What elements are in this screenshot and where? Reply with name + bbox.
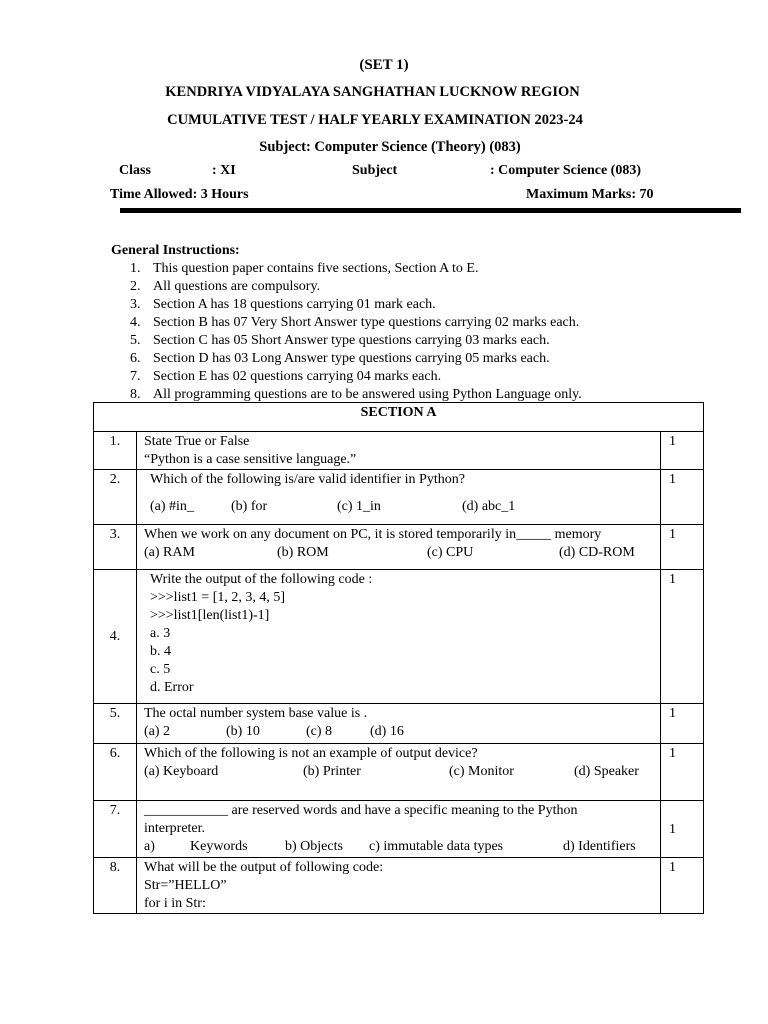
instruction-number: 7.	[130, 369, 141, 384]
instruction-text: All programming questions are to be answered using Python Language only.	[153, 387, 582, 402]
option: (d) CD-ROM	[559, 545, 635, 560]
question-text	[137, 704, 661, 744]
section-header-row	[94, 403, 704, 432]
question-line: interpreter.	[144, 821, 206, 836]
question-row	[94, 570, 704, 704]
question-row	[94, 470, 704, 525]
question-line: “Python is a case sensitive language.”	[144, 452, 357, 467]
question-row	[94, 525, 704, 570]
option: (b) for	[231, 499, 268, 514]
instruction-item	[130, 350, 582, 368]
option: (c) 8	[306, 724, 333, 739]
question-text	[137, 801, 661, 858]
instruction-number: 3.	[130, 297, 141, 312]
question-number: 5.	[94, 704, 137, 744]
header-divider	[120, 208, 741, 213]
class-value: : XI	[212, 163, 236, 178]
option: d) Identifiers	[563, 839, 636, 854]
option: (d) 16	[370, 724, 404, 739]
question-row	[94, 744, 704, 801]
set-label: (SET 1)	[359, 57, 409, 73]
question-line: The octal number system base value is .	[144, 706, 368, 721]
section-a-table	[93, 402, 704, 914]
instruction-text: Section D has 03 Long Answer type questions carrying 05 marks each.	[153, 351, 550, 366]
option: (b) ROM	[277, 545, 329, 560]
instruction-item	[130, 260, 582, 278]
question-number: 3.	[94, 525, 137, 570]
question-marks: 1	[661, 858, 704, 914]
option: (a) 2	[144, 724, 171, 739]
question-number: 7.	[94, 801, 137, 858]
question-text	[137, 432, 661, 470]
question-line: Str=”HELLO”	[144, 878, 227, 893]
question-number: 2.	[94, 470, 137, 525]
instruction-text: Section E has 02 questions carrying 04 marks each.	[153, 369, 442, 384]
question-number: 1.	[94, 432, 137, 470]
question-line: What will be the output of following code:	[144, 860, 384, 875]
option: (a) Keyboard	[144, 764, 219, 779]
instruction-item	[130, 368, 582, 386]
time-allowed: Time Allowed: 3 Hours	[110, 187, 249, 202]
option: (b) 10	[226, 724, 260, 739]
instruction-item	[130, 296, 582, 314]
option: b) Objects	[285, 839, 343, 854]
question-row	[94, 858, 704, 914]
code-line: >>>list1 = [1, 2, 3, 4, 5]	[150, 590, 286, 605]
option-row	[144, 544, 654, 562]
exam-title: CUMULATIVE TEST / HALF YEARLY EXAMINATION 2023-24	[167, 112, 583, 128]
choice: d. Error	[150, 680, 194, 695]
instruction-item	[130, 314, 582, 332]
question-line: When we work on any document on PC, it is stored temporarily in_____ memory	[144, 527, 602, 542]
instruction-number: 4.	[130, 315, 141, 330]
question-row	[94, 432, 704, 470]
question-row	[94, 801, 704, 858]
instruction-item	[130, 278, 582, 296]
code-line: >>>list1[len(list1)-1]	[150, 608, 270, 623]
question-text	[137, 570, 661, 704]
instruction-text: This question paper contains five sections, Section A to E.	[153, 261, 479, 276]
option: c) immutable data types	[369, 839, 504, 854]
question-line: State True or False	[144, 434, 250, 449]
option: Keywords	[190, 839, 248, 854]
option: (d) abc_1	[462, 499, 516, 514]
option: (a) RAM	[144, 545, 195, 560]
question-marks: 1	[661, 570, 704, 704]
subject-title: Subject: Computer Science (Theory) (083)	[259, 139, 521, 155]
option: (c) 1_in	[337, 499, 381, 514]
instruction-item	[130, 332, 582, 350]
instruction-number: 6.	[130, 351, 141, 366]
instruction-number: 5.	[130, 333, 141, 348]
question-number: 8.	[94, 858, 137, 914]
option: (d) Speaker	[574, 764, 639, 779]
choice: a. 3	[150, 626, 171, 641]
organization-title: KENDRIYA VIDYALAYA SANGHATHAN LUCKNOW REGION	[165, 84, 580, 100]
question-text	[137, 470, 661, 525]
option: (b) Printer	[303, 764, 361, 779]
question-line: Which of the following is/are valid identifier in Python?	[150, 472, 465, 487]
question-line: Write the output of the following code :	[150, 572, 373, 587]
instruction-number: 2.	[130, 279, 141, 294]
question-marks: 1	[661, 525, 704, 570]
option: (c) CPU	[427, 545, 474, 560]
maximum-marks: Maximum Marks: 70	[526, 187, 654, 202]
question-marks: 1	[661, 744, 704, 801]
option-row	[144, 838, 654, 856]
question-text	[137, 744, 661, 801]
subject-value: : Computer Science (083)	[490, 163, 641, 178]
question-text	[137, 525, 661, 570]
question-marks: 1	[661, 704, 704, 744]
choice: c. 5	[150, 662, 171, 677]
question-text	[137, 858, 661, 914]
instruction-text: Section A has 18 questions carrying 01 mark each.	[153, 297, 436, 312]
question-marks: 1	[661, 801, 704, 858]
instructions-title: General Instructions:	[111, 243, 240, 258]
question-marks: 1	[661, 470, 704, 525]
option: (c) Monitor	[449, 764, 514, 779]
subject-label: Subject	[352, 163, 398, 178]
section-title: SECTION A	[94, 403, 704, 432]
option: a)	[144, 839, 155, 854]
question-line: Which of the following is not an example of output device?	[144, 746, 478, 761]
instruction-text: Section C has 05 Short Answer type questions carrying 03 marks each.	[153, 333, 550, 348]
option-row	[144, 763, 654, 781]
option-row	[144, 498, 654, 516]
question-marks: 1	[661, 432, 704, 470]
class-label: Class	[119, 163, 151, 178]
option: (a) #in_	[150, 499, 194, 514]
question-line: ____________ are reserved words and have a specific meaning to the Python	[144, 803, 578, 818]
question-row	[94, 704, 704, 744]
question-number: 6.	[94, 744, 137, 801]
instruction-number: 1.	[130, 261, 141, 276]
instruction-text: Section B has 07 Very Short Answer type questions carrying 02 marks each.	[153, 315, 580, 330]
question-line: for i in Str:	[144, 896, 206, 911]
choice: b. 4	[150, 644, 171, 659]
instruction-number: 8.	[130, 387, 141, 402]
option-row	[144, 723, 654, 741]
question-number: 4.	[94, 570, 137, 704]
instructions-list	[130, 260, 582, 404]
instruction-text: All questions are compulsory.	[153, 279, 321, 294]
